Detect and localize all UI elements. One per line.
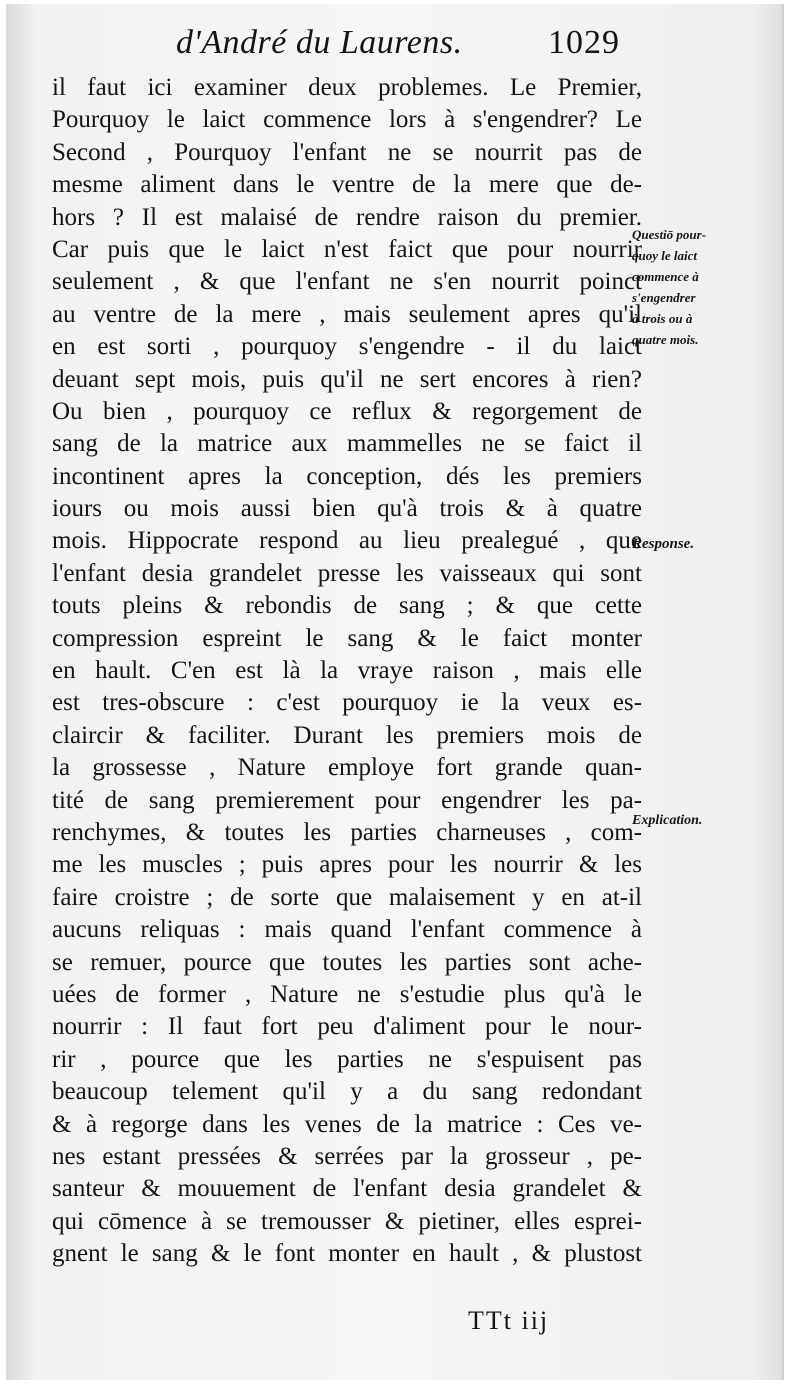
- text-line: en est sorti , pourquoy s'engendre - il du laict: [52, 333, 642, 361]
- text-line: l'enfant desia grandelet presse les vaisseaux qui sont: [52, 559, 642, 587]
- text-line: se remuer, pource que toutes les parties sont ache-: [52, 948, 642, 976]
- text-line: uées de former , Nature ne s'estudie plus qu'à le: [52, 980, 642, 1008]
- margin-note-question: [632, 224, 800, 350]
- text-line: est tres-obscure : c'est pourquoy ie la veux es-: [52, 689, 642, 717]
- text-line: Car puis que le laict n'est faict que pour nourrir: [52, 235, 642, 263]
- margin-note-explication: [632, 810, 800, 831]
- text-line: en hault. C'en est là la vraye raison , mais elle: [52, 657, 642, 685]
- text-line: renchymes, & toutes les parties charneuses , com-: [52, 818, 642, 846]
- text-line: hors ? Il est malaisé de rendre raison du premier.: [52, 203, 642, 231]
- margin-note-line: quatre mois.: [632, 332, 699, 347]
- text-line: tité de sang premierement pour engendrer les pa-: [52, 786, 642, 814]
- text-line: aucuns reliquas : mais quand l'enfant commence à: [52, 916, 642, 944]
- text-line: Ou bien , pourquoy ce reflux & regorgement de: [52, 397, 642, 425]
- text-line: qui cōmence à se tremousser & pietiner, elles esprei-: [52, 1207, 642, 1235]
- text-line: il faut ici examiner deux problemes. Le Premier,: [52, 74, 642, 101]
- page-number: 1029: [548, 24, 620, 61]
- text-line: Pourquoy le laict commence lors à s'engendrer? Le: [52, 106, 642, 134]
- text-line: nourrir : Il faut fort peu d'aliment pour le nour-: [52, 1013, 642, 1041]
- text-line: rir , pource que les parties ne s'espuisent pas: [52, 1045, 642, 1073]
- page-header: [0, 14, 800, 74]
- text-line: mois. Hippocrate respond au lieu prealegué , que: [52, 527, 642, 555]
- text-line: faire croistre ; de sorte que malaisement y en at-il: [52, 883, 642, 911]
- signature-mark: TTt iij: [468, 1306, 550, 1335]
- text-line: sang de la matrice aux mammelles ne se faict il: [52, 430, 642, 458]
- margin-note-line: s'engendrer: [632, 290, 696, 305]
- body-text: [52, 72, 642, 1270]
- text-line: & à regorge dans les venes de la matrice : Ces ve-: [52, 1110, 642, 1138]
- text-line: deuant sept mois, puis qu'il ne sert encores à rien?: [52, 365, 642, 393]
- margin-note-line: quoy le laict: [632, 248, 697, 263]
- margin-note-line: Explication.: [632, 813, 703, 828]
- margin-note-line: commence à: [632, 269, 699, 284]
- text-line: santeur & mouuement de l'enfant desia grandelet &: [52, 1175, 642, 1203]
- running-head: d'André du Laurens.: [176, 24, 463, 61]
- text-line: compression espreint le sang & le faict monter: [52, 624, 642, 652]
- margin-note-line: Response.: [632, 536, 695, 552]
- text-line: touts pleins & rebondis de sang ; & que cette: [52, 592, 642, 620]
- text-line: incontinent apres la conception, dés les premiers: [52, 462, 642, 490]
- text-line: Second , Pourquoy l'enfant ne se nourrit pas de: [52, 138, 642, 166]
- text-line: mesme aliment dans le ventre de la mere que de-: [52, 171, 642, 199]
- text-line: gnent le sang & le font monter en hault , & plustost: [52, 1240, 642, 1268]
- margin-note-line: à trois ou à: [632, 311, 693, 326]
- text-line: beaucoup telement qu'il y a du sang redondant: [52, 1078, 642, 1106]
- text-line: nes estant pressées & serrées par la grosseur , pe-: [52, 1142, 642, 1170]
- text-line: seulement , & que l'enfant ne s'en nourrit poinct: [52, 268, 642, 296]
- text-line: claircir & faciliter. Durant les premiers mois de: [52, 721, 642, 749]
- text-line: au ventre de la mere , mais seulement apres qu'il: [52, 300, 642, 328]
- text-line: me les muscles ; puis apres pour les nourrir & les: [52, 851, 642, 879]
- margin-note-line: Questiō pour-: [632, 227, 707, 242]
- text-line: la grossesse , Nature employe fort grande quan-: [52, 754, 642, 782]
- margin-note-response: [632, 534, 800, 555]
- text-line: iours ou mois aussi bien qu'à trois & à quatre: [52, 495, 642, 523]
